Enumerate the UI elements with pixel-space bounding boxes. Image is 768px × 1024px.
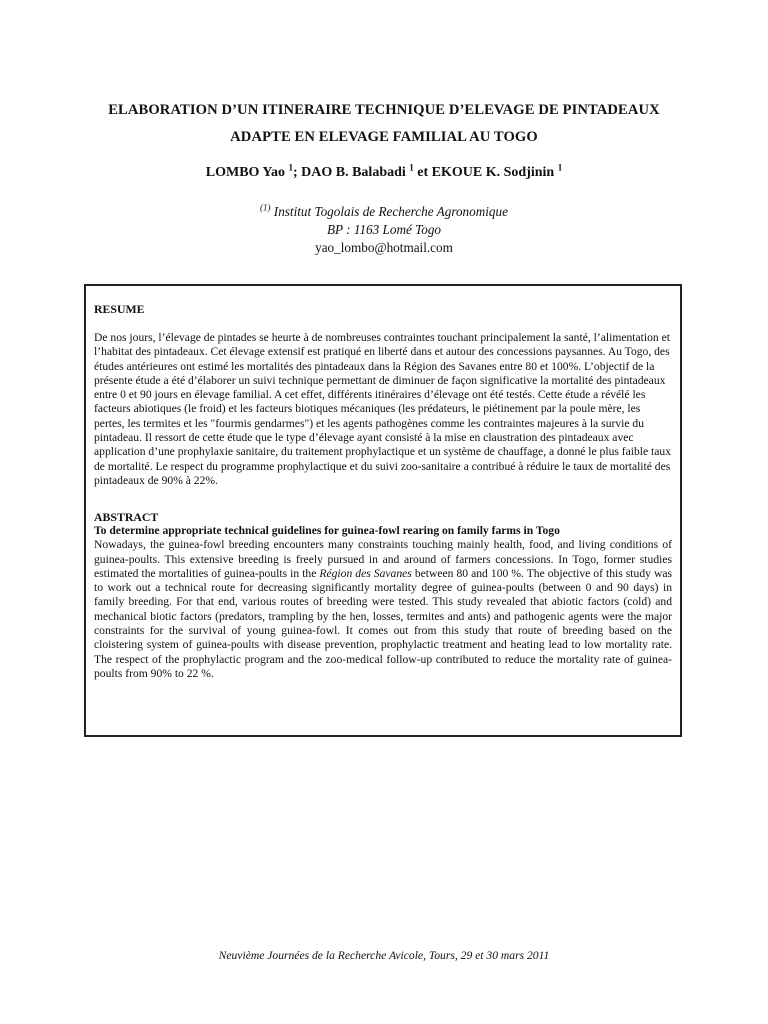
abstract-text: Nowadays, the guinea-fowl breeding encounters many constraints touching mainly health, food, and living conditions of guinea-poults. This extensive breeding is freely pursued in and around of farmers concessions. In Togo, former studies estimated the mortalities of guinea-poults in the Région des Savanes between 80 and 100 %. The objective of this study was to work out a technical route for decreasing significantly mortality degree of guinea-poults (between 0 and 90 days) in family breeding. For that end, various routes of breeding were tested. This study revealed that abiotic factors (cold) and mechanical biotic factors (predators, trampling by the hen, losses, termites and ants) and pathogenic agents were the major constraints for the survival of young guinea-fowl. It comes out from this study that route of breeding based on the cloistering system of guinea-poults with disease prevention, prophylactic treatment and heating lead to low mortality rate. The respect of the prophylactic program and the zoo-medical follow-up contributed to reduce the mortality rate of guinea-poults from 90% to 22 %.	[94, 538, 672, 680]
author-list	[60, 164, 708, 182]
abstract-heading: ABSTRACT	[94, 510, 159, 525]
paper-title	[60, 97, 708, 151]
affiliation-address: BP : 1163 Lomé Togo	[326, 222, 442, 237]
abstract-frame-content	[94, 302, 672, 681]
author-2: ; DAO B. Balabadi	[292, 165, 406, 180]
title-line-2: ADAPTE EN ELEVAGE FAMILIAL AU TOGO	[230, 129, 538, 145]
resume-heading: RESUME	[94, 302, 145, 316]
author-3: et EKOUE K. Sodjinin	[413, 165, 555, 180]
affiliation-mark: 1	[557, 162, 563, 173]
region-name: Région des Savanes	[319, 566, 412, 580]
author-email[interactable]: yao_lombo@hotmail.com	[315, 240, 453, 255]
affiliation-mark: 1	[409, 162, 414, 173]
author-1: LOMBO Yao	[205, 165, 285, 180]
title-line-1: ELABORATION D’UN ITINERAIRE TECHNIQUE D’ELEVAGE DE PINTADEAUX	[108, 102, 660, 118]
conference-footer: Neuvième Journées de la Recherche Avicole, Tours, 29 et 30 mars 2011	[218, 949, 550, 962]
affiliation-number: (1)	[260, 202, 271, 213]
affiliation-mark: 1	[288, 162, 293, 173]
resume-text: De nos jours, l’élevage de pintades se heurte à de nombreuses contraintes touchant principalement la santé, l’alimentation et l’habitat des pintadeaux. Cet élevage extensif est pratiqué en liberté dans et autour des concessions paysannes. Au Togo, des études antérieures ont estimé les mortalités des pintadeaux dans la Région des Savanes entre 80 et 100%. L’objectif de la présente étude a été d’élaborer un suivi technique permettant de diminuer de façon significative la mortalité des pintadeaux entre 0 et 90 jours en élevage familial. A cet effet, différents itinéraires d’élevage ont été testés. Cette étude a révélé les facteurs abiotiques (le froid) et les facteurs biotiques mécaniques (les prédateurs, le piétinement par la poule mère, les pertes, les termites et les "fourmis gendarmes") et les agents pathogènes comme les contraintes majeures à la survie du pintadeau. Il ressort de cette étude que le type d’élevage ayant consisté à la mise en claustration des pintadeaux avec application d’une prophylaxie sanitaire, du traitement prophylactique et un système de chauffage, a donné le plus faible taux de mortalité. Le respect du programme prophylactique et du suivi zoo-sanitaire a contribué à réduire le taux de mortalité des pintadeaux de 90% à 22%.	[94, 331, 672, 487]
abstract-subtitle: To determine appropriate technical guidelines for guinea-fowl rearing on family farms in Togo	[94, 524, 560, 538]
affiliation-institute: $^{(1)}$ Institut Togolais de Recherche Agronomique	[260, 202, 508, 219]
abstract-frame	[84, 284, 682, 737]
affiliation-block	[60, 203, 708, 257]
